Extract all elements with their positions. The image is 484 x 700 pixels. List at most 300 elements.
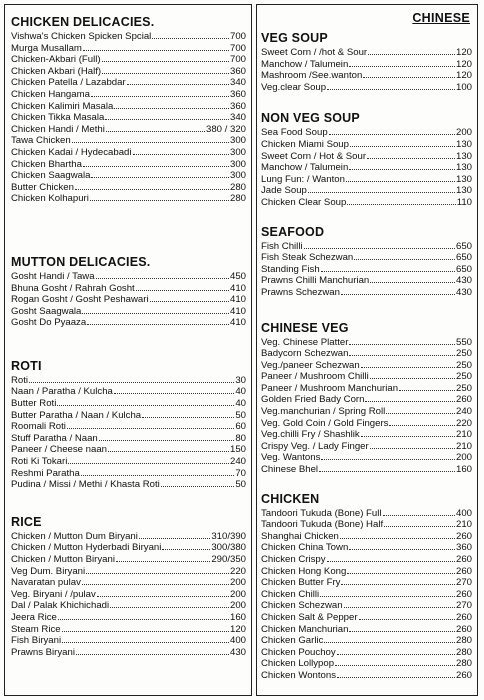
item-price: 120: [455, 70, 472, 82]
item-name: Chicken Pouchoy: [261, 646, 336, 658]
dot-leader: [368, 47, 455, 55]
menu-item: [11, 456, 246, 468]
dot-leader: [62, 624, 229, 632]
menu-item: [261, 151, 472, 163]
menu-item: [261, 82, 472, 94]
item-price: 260: [455, 669, 472, 681]
menu-item: [261, 139, 472, 151]
item-price: 270: [455, 577, 472, 589]
item-price: 200: [229, 588, 246, 600]
dot-leader: [67, 421, 234, 429]
dot-leader: [349, 337, 455, 345]
item-price: 260: [455, 565, 472, 577]
dot-leader: [76, 647, 229, 655]
dot-leader: [150, 294, 229, 302]
dot-leader: [161, 479, 235, 487]
menu-item: [261, 508, 472, 520]
menu-item: [261, 464, 472, 476]
menu-item: [11, 375, 246, 387]
menu-item: [11, 77, 246, 89]
menu-item: [11, 306, 246, 318]
menu-item: [11, 566, 246, 578]
section-veg-soup: [261, 31, 472, 93]
menu-item: [11, 468, 246, 480]
menu-item: [261, 600, 472, 612]
item-name: Badycorn Schezwan: [261, 348, 349, 360]
item-price: 240: [229, 456, 246, 468]
item-price: 100: [455, 81, 472, 93]
section-rice: [11, 515, 246, 659]
menu-item: [11, 193, 246, 205]
menu-item: [261, 197, 472, 209]
item-name: Chinese Bhel: [261, 464, 319, 476]
item-price: 410: [229, 294, 246, 306]
item-price: 650: [455, 252, 472, 264]
item-price: 200: [455, 127, 472, 139]
menu-item: [11, 182, 246, 194]
item-price: 270: [455, 600, 472, 612]
item-price: 260: [455, 530, 472, 542]
item-price: 120: [229, 623, 246, 635]
dot-leader: [99, 433, 235, 441]
section-title: MUTTON DELICACIES.: [11, 254, 151, 269]
dot-leader: [96, 271, 229, 279]
item-name: Vishwa's Chicken Spicken Spcial: [11, 31, 152, 42]
item-price: 280: [455, 646, 472, 658]
item-name: Butter Paratha / Naan / Kulcha: [11, 409, 142, 421]
item-name: Roti Ki Tokari: [11, 456, 68, 468]
item-price: 130: [455, 162, 472, 174]
dot-leader: [349, 542, 455, 550]
dot-leader: [384, 519, 455, 527]
dot-leader: [110, 600, 229, 608]
item-price: 430: [455, 275, 472, 287]
dot-leader: [86, 566, 229, 574]
item-price: 260: [455, 588, 472, 600]
menu-item: [261, 577, 472, 589]
item-name: Prawns Chilli Manchurian: [261, 275, 370, 287]
item-name: Veg. Wantons: [261, 452, 321, 464]
item-name: Bhuna Gosht / Rahrah Gosht: [11, 282, 135, 294]
dot-leader: [349, 348, 455, 356]
item-price: 200: [229, 600, 246, 612]
dot-leader: [337, 670, 455, 678]
dot-leader: [82, 306, 229, 314]
item-name: Roomali Roti: [11, 421, 66, 433]
item-price: 200: [229, 577, 246, 589]
menu-item: [11, 43, 246, 55]
dot-leader: [57, 398, 234, 406]
item-name: Lung Fun: / Wanton: [261, 173, 345, 185]
item-price: 400: [229, 635, 246, 647]
item-name: Chicken Butter Fry: [261, 577, 341, 589]
item-price: 340: [229, 77, 246, 89]
menu-item: [11, 433, 246, 445]
item-name: Chicken Handi / Methi: [11, 123, 105, 135]
item-name: Veg.chilli Fry / Shashlik: [261, 429, 360, 441]
item-name: Chicken Kalimiri Masala: [11, 100, 114, 112]
item-price: 280: [229, 181, 246, 193]
dot-leader: [106, 124, 205, 132]
dot-leader: [321, 264, 455, 272]
menu-item: [261, 418, 472, 430]
item-name: Chicken Patella / Lazabdar: [11, 77, 126, 89]
dot-leader: [102, 54, 229, 62]
dot-leader: [152, 31, 229, 39]
item-name: Chicken Tikka Masala: [11, 112, 105, 124]
item-price: 40: [235, 386, 246, 398]
dot-leader: [105, 112, 229, 120]
menu-item: [261, 589, 472, 601]
dot-leader: [304, 241, 455, 249]
item-price: 250: [455, 382, 472, 394]
dot-leader: [346, 174, 455, 182]
item-name: Sea Food Soup: [261, 127, 328, 139]
item-name: Chicken Kolhapuri: [11, 193, 89, 205]
item-name: Paneer / Mushroom Manchurian: [261, 382, 399, 394]
item-name: Mashroom /See.wanton: [261, 70, 363, 82]
menu-item: [11, 635, 246, 647]
dot-leader: [83, 159, 229, 167]
menu-item: [261, 554, 472, 566]
menu-item: [11, 386, 246, 398]
item-price: 150: [229, 444, 246, 456]
section-roti: [11, 359, 246, 491]
item-price: 210: [455, 440, 472, 452]
item-price: 130: [455, 185, 472, 197]
item-price: 310/390: [211, 530, 246, 542]
menu-item: [11, 31, 246, 43]
menu-item: [261, 566, 472, 578]
item-name: Roti: [11, 374, 29, 386]
section-title: RICE: [11, 514, 42, 529]
right-column: [256, 4, 478, 696]
item-name: Stuff Paratha / Naan: [11, 432, 98, 444]
item-name: Chicken Hong Kong: [261, 565, 347, 577]
menu-item: [11, 647, 246, 659]
menu-item: [11, 531, 246, 543]
section-title: CHICKEN DELICACIES.: [11, 15, 155, 29]
item-price: 120: [455, 58, 472, 70]
item-price: 300: [229, 170, 246, 182]
item-price: 280: [455, 658, 472, 670]
item-name: Chicken / Mutton Hyderbadi Biryani: [11, 542, 162, 554]
menu-item: [261, 348, 472, 360]
item-price: 250: [455, 359, 472, 371]
menu-item: [11, 444, 246, 456]
dot-leader: [389, 418, 455, 426]
menu-item: [261, 47, 472, 59]
dot-leader: [29, 375, 234, 383]
dot-leader: [349, 59, 455, 67]
item-price: 380 / 320: [205, 123, 246, 135]
item-price: 650: [455, 240, 472, 252]
item-price: 30: [235, 374, 246, 386]
item-name: Reshmi Paratha: [11, 467, 80, 479]
menu-item: [261, 127, 472, 139]
menu-item: [11, 410, 246, 422]
item-price: 160: [229, 611, 246, 623]
item-price: 200: [455, 452, 472, 464]
menu-item: [261, 287, 472, 299]
item-price: 360: [229, 100, 246, 112]
dot-leader: [349, 162, 455, 170]
menu-page: [4, 4, 478, 696]
dot-leader: [324, 635, 455, 643]
item-price: 260: [455, 394, 472, 406]
dot-leader: [386, 406, 455, 414]
dot-leader: [81, 468, 235, 476]
item-price: 700: [229, 54, 246, 66]
menu-item: [11, 147, 246, 159]
item-price: 430: [455, 286, 472, 298]
menu-item: [11, 159, 246, 171]
item-price: 410: [229, 282, 246, 294]
menu-item: [261, 531, 472, 543]
item-price: 410: [229, 305, 246, 317]
item-name: Gosht Handi / Tawa: [11, 270, 95, 282]
item-price: 300/380: [211, 542, 246, 554]
item-price: 70: [235, 467, 246, 479]
item-name: Naan / Paratha / Kulcha: [11, 386, 113, 398]
dot-leader: [90, 193, 229, 201]
item-name: Paneer / Cheese naan: [11, 444, 108, 456]
item-name: Manchow / Talumein: [261, 162, 349, 174]
dot-leader: [114, 101, 229, 109]
dot-leader: [162, 542, 210, 550]
menu-item: [11, 612, 246, 624]
section-non-veg-soup: [261, 111, 472, 208]
item-price: 130: [455, 138, 472, 150]
section-chicken-delicacies: [11, 15, 246, 205]
dot-leader: [91, 170, 229, 178]
menu-item: [261, 624, 472, 636]
item-name: Chicken Akbari (Half): [11, 65, 102, 77]
menu-item: [11, 89, 246, 101]
menu-item: [11, 624, 246, 636]
dot-leader: [341, 577, 455, 585]
dot-leader: [383, 508, 455, 516]
item-name: Fish Chilli: [261, 240, 303, 252]
menu-item: [261, 59, 472, 71]
menu-item: [11, 170, 246, 182]
item-name: Golden Fried Bady Corn: [261, 394, 365, 406]
menu-item: [261, 394, 472, 406]
item-price: 50: [235, 479, 246, 491]
menu-item: [261, 542, 472, 554]
dot-leader: [320, 589, 455, 597]
dot-leader: [142, 410, 234, 418]
menu-item: [261, 70, 472, 82]
dot-leader: [347, 566, 455, 574]
dot-leader: [329, 127, 455, 135]
item-price: 400: [455, 507, 472, 519]
item-name: Shanghai Chicken: [261, 530, 339, 542]
item-name: Chicken Schezwan: [261, 600, 343, 612]
item-name: Chicken Wontons: [261, 669, 337, 681]
menu-item: [261, 429, 472, 441]
menu-item: [11, 317, 246, 329]
item-name: Rogan Gosht / Gosht Peshawari: [11, 294, 149, 306]
menu-item: [261, 275, 472, 287]
dot-leader: [58, 612, 229, 620]
dot-leader: [370, 275, 455, 283]
item-price: 50: [235, 409, 246, 421]
item-price: 260: [455, 611, 472, 623]
item-name: Chicken Hangama: [11, 88, 90, 100]
menu-item: [11, 124, 246, 136]
dot-leader: [350, 139, 455, 147]
item-name: Chicken Garlic: [261, 635, 324, 647]
item-price: 300: [229, 158, 246, 170]
item-price: 430: [229, 646, 246, 658]
item-price: 250: [455, 348, 472, 360]
item-price: 280: [455, 635, 472, 647]
item-name: Chicken-Akbari (Full): [11, 54, 101, 66]
menu-item: [11, 66, 246, 78]
item-name: Jeera Rice: [11, 611, 57, 623]
item-price: 260: [455, 554, 472, 565]
dot-leader: [370, 441, 455, 449]
section-title: CHINESE VEG: [261, 320, 349, 335]
item-price: 110: [456, 196, 472, 208]
dot-leader: [72, 135, 229, 143]
menu-item: [11, 600, 246, 612]
dot-leader: [399, 383, 455, 391]
item-price: 220: [455, 417, 472, 429]
dot-leader: [68, 456, 229, 464]
item-name: Veg.manchurian / Spring Roll: [261, 406, 386, 418]
item-name: Navaratan pulav: [11, 577, 81, 589]
section-title: CHICKEN: [261, 491, 320, 506]
section-seafood: [261, 225, 472, 299]
section-mutton-delicacies: [11, 255, 246, 329]
dot-leader: [97, 589, 229, 597]
menu-item: [261, 241, 472, 253]
dot-leader: [116, 554, 210, 562]
menu-item: [261, 647, 472, 659]
item-name: Jade Soup: [261, 185, 307, 197]
menu-item: [261, 383, 472, 395]
item-price: 300: [229, 146, 246, 158]
item-price: 700: [229, 42, 246, 54]
item-name: Pudina / Missi / Methi / Khasta Roti: [11, 479, 160, 491]
item-name: Sweet Corn / Hot & Sour: [261, 150, 367, 162]
section-title: NON VEG SOUP: [261, 111, 360, 126]
dot-leader: [327, 554, 455, 562]
left-column: [4, 4, 252, 696]
menu-item: [11, 589, 246, 601]
item-name: Paneer / Mushroom Chilli: [261, 371, 369, 383]
dot-leader: [321, 452, 455, 460]
dot-leader: [75, 182, 229, 190]
item-name: Steam Rice: [11, 623, 61, 635]
dot-leader: [361, 360, 455, 368]
dot-leader: [370, 371, 455, 379]
menu-item: [261, 406, 472, 418]
menu-item: [261, 337, 472, 349]
item-price: 250: [455, 371, 472, 383]
dot-leader: [365, 394, 455, 402]
dot-leader: [361, 429, 455, 437]
menu-item: [261, 252, 472, 264]
item-price: 360: [229, 88, 246, 100]
dot-leader: [62, 635, 229, 643]
item-name: Murga Musallam: [11, 42, 82, 54]
menu-item: [11, 421, 246, 433]
item-name: Chicken Crispy: [261, 554, 326, 565]
item-price: 290/350: [211, 554, 246, 565]
item-name: Butter Roti: [11, 398, 57, 410]
item-name: Tawa Chicken: [11, 135, 71, 147]
item-name: Prawns Schezwan: [261, 286, 340, 298]
menu-item: [11, 479, 246, 491]
item-price: 220: [229, 565, 246, 577]
dot-leader: [108, 444, 229, 452]
dot-leader: [347, 197, 455, 205]
dot-leader: [308, 185, 455, 193]
item-name: Chicken Chilli: [261, 588, 320, 600]
dot-leader: [133, 147, 229, 155]
item-name: Chicken / Mutton Biryani: [11, 554, 115, 565]
menu-item: [261, 185, 472, 197]
dot-leader: [127, 77, 229, 85]
item-name: Veg. Biryani / /pulav: [11, 588, 96, 600]
item-name: Chicken Clear Soup: [261, 196, 347, 208]
item-name: Gosht Do Pyaaza: [11, 317, 87, 329]
menu-item: [11, 554, 246, 566]
dot-leader: [349, 624, 455, 632]
item-name: Tandoori Tukuda (Bone) Half: [261, 519, 384, 531]
item-price: 450: [229, 270, 246, 282]
menu-item: [261, 658, 472, 670]
menu-item: [261, 264, 472, 276]
item-name: Veg. Chinese Platter: [261, 336, 349, 348]
item-price: 130: [455, 150, 472, 162]
item-price: 120: [455, 47, 472, 58]
dot-leader: [335, 658, 455, 666]
item-name: Chicken Kadai / Hydecabadi: [11, 146, 132, 158]
menu-item: [11, 54, 246, 66]
item-name: Chicken / Mutton Dum Biryani: [11, 530, 138, 542]
dot-leader: [319, 464, 455, 472]
item-price: 300: [229, 135, 246, 147]
item-name: Chicken Miami Soup: [261, 138, 349, 150]
item-name: Prawns Biryani: [11, 646, 75, 658]
item-price: 60: [235, 421, 246, 433]
dot-leader: [83, 43, 229, 51]
item-name: Chicken China Town: [261, 542, 349, 554]
menu-item: [261, 635, 472, 647]
item-name: Veg.clear Soup: [261, 81, 327, 93]
item-name: Chicken Salt & Pepper: [261, 611, 358, 623]
menu-item: [11, 112, 246, 124]
item-price: 280: [229, 193, 246, 205]
item-price: 360: [229, 65, 246, 77]
dot-leader: [344, 600, 455, 608]
item-price: 80: [235, 432, 246, 444]
dot-leader: [327, 82, 455, 90]
menu-item: [261, 670, 472, 682]
menu-item: [11, 577, 246, 589]
section-title: VEG SOUP: [261, 31, 328, 45]
menu-item: [11, 101, 246, 113]
section-title: ROTI: [11, 358, 42, 373]
dot-leader: [359, 612, 455, 620]
item-name: Veg. Gold Coin / Gold Fingers: [261, 417, 389, 429]
dot-leader: [340, 531, 455, 539]
dot-leader: [337, 647, 455, 655]
